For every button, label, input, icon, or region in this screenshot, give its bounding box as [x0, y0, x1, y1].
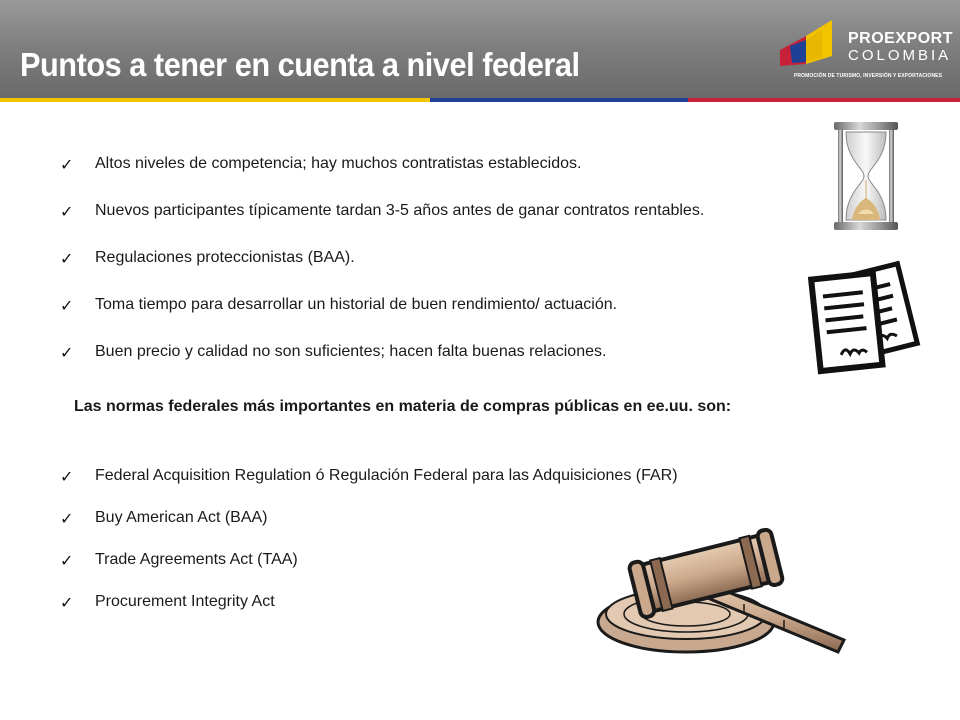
checkmark-icon: ✓	[60, 249, 74, 268]
checkmark-icon: ✓	[60, 202, 74, 221]
checkmark-icon: ✓	[60, 551, 74, 570]
list-item: ✓ Regulaciones proteccionistas (BAA).	[60, 249, 355, 268]
gavel-icon	[594, 522, 862, 660]
logo-word-colombia: COLOMBIA	[848, 47, 952, 64]
logo-mark-icon	[776, 16, 848, 76]
list-item: ✓ Buy American Act (BAA)	[60, 509, 268, 528]
checkmark-icon: ✓	[60, 593, 74, 612]
list-item: ✓ Buen precio y calidad no son suficientes; hacen falta buenas relaciones.	[60, 343, 607, 362]
checkmark-icon: ✓	[60, 296, 74, 315]
section-subheading: Las normas federales más importantes en materia de compras públicas en ee.uu. son:	[74, 398, 732, 415]
list-item: ✓ Procurement Integrity Act	[60, 593, 275, 612]
list-item: ✓ Nuevos participantes típicamente tardan 3-5 años antes de ganar contratos rentables.	[60, 202, 705, 221]
accent-stripe-red	[688, 98, 960, 102]
proexport-logo	[776, 16, 953, 86]
documents-icon	[808, 258, 928, 376]
hourglass-icon	[832, 120, 900, 232]
logo-tagline: PROMOCIÓN DE TURISMO, INVERSIÓN Y EXPORTACIONES	[794, 73, 943, 79]
accent-stripe-blue	[430, 98, 688, 102]
checkmark-icon: ✓	[60, 467, 74, 486]
list-item: ✓ Federal Acquisition Regulation ó Regulación Federal para las Adquisiciones (FAR)	[60, 467, 678, 486]
list-item: ✓ Trade Agreements Act (TAA)	[60, 551, 298, 570]
points-list	[60, 153, 704, 388]
logo-word-proexport: PROEXPORT	[848, 30, 953, 47]
checkmark-icon: ✓	[60, 509, 74, 528]
title-bar	[0, 0, 960, 98]
checkmark-icon: ✓	[60, 155, 74, 174]
accent-stripe-yellow	[0, 98, 430, 102]
checkmark-icon: ✓	[60, 343, 74, 362]
list-item: ✓ Toma tiempo para desarrollar un historial de buen rendimiento/ actuación.	[60, 296, 618, 315]
list-item: ✓ Altos niveles de competencia; hay muchos contratistas establecidos.	[60, 155, 582, 174]
page-title: Puntos a tener en cuenta a nivel federal	[20, 46, 580, 83]
